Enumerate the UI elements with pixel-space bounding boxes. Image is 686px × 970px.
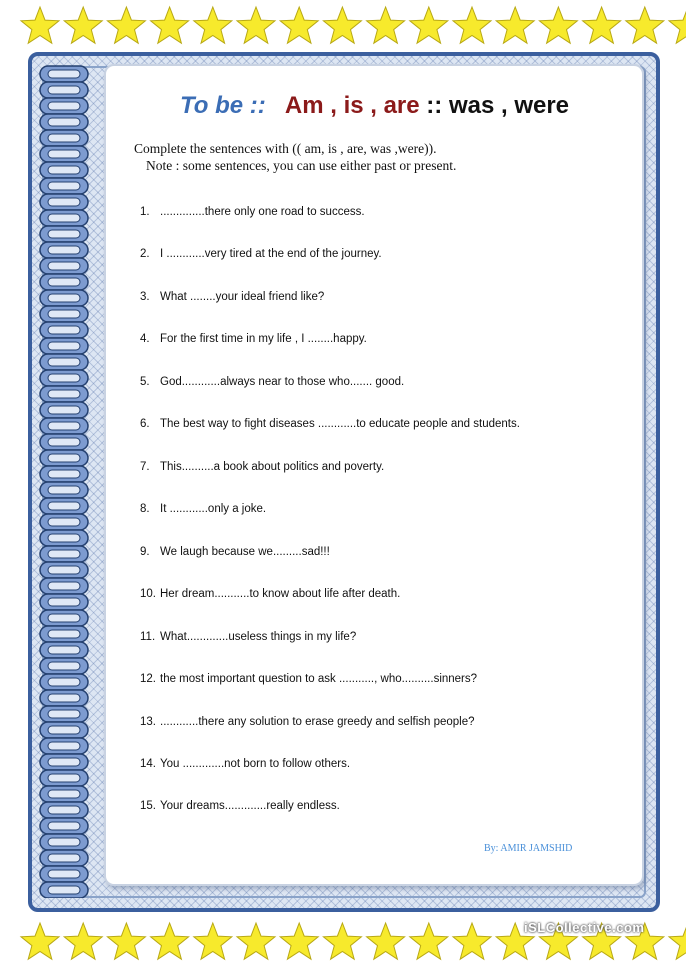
star-icon (194, 923, 232, 959)
watermark: iSLCollective.com (524, 920, 645, 935)
worksheet-title (180, 92, 569, 120)
star-icon (107, 923, 145, 959)
spiral-ring-icon (40, 834, 88, 850)
spiral-ring-icon (40, 450, 88, 466)
star-icon (21, 7, 59, 43)
instructions-note: Note : some sentences, you can use either past or present. (146, 158, 457, 173)
spiral-ring-icon (40, 754, 88, 770)
title-past-forms: :: was , were (426, 92, 570, 119)
spiral-ring-icon (40, 386, 88, 402)
star-icon (367, 7, 405, 43)
question-item: 8. It ............only a joke. (140, 503, 267, 515)
spiral-ring-icon (40, 306, 88, 322)
spiral-ring-icon (40, 882, 88, 898)
star-icon (367, 923, 405, 959)
question-item: 12. the most important question to ask ..........., who..........sinners? (140, 673, 478, 685)
question-item: 13. ............there any solution to erase greedy and selfish people? (140, 716, 475, 728)
instructions (134, 140, 456, 174)
question-item: 2. I ............very tired at the end of the journey. (140, 248, 382, 260)
spiral-ring-icon (40, 146, 88, 162)
spiral-ring-icon (40, 354, 88, 370)
star-icon (583, 7, 621, 43)
spiral-ring-icon (40, 322, 88, 338)
question-item: 1. ..............there only one road to success. (140, 206, 365, 218)
star-icon (107, 7, 145, 43)
spiral-ring-icon (40, 114, 88, 130)
star-icon (64, 923, 102, 959)
spiral-ring-icon (40, 274, 88, 290)
spiral-ring-icon (40, 226, 88, 242)
spiral-ring-icon (40, 866, 88, 882)
star-border-top-icons (0, 2, 686, 52)
spiral-ring-icon (40, 466, 88, 482)
spiral-ring-icon (40, 594, 88, 610)
spiral-ring-icon (40, 610, 88, 626)
spiral-ring-icon (40, 258, 88, 274)
top-star-border (0, 2, 686, 52)
spiral-ring-icon (40, 98, 88, 114)
star-icon (280, 923, 318, 959)
spiral-ring-icon (40, 530, 88, 546)
star-icon (453, 7, 491, 43)
title-to-be: To be :: (180, 92, 266, 119)
spiral-ring-icon (40, 642, 88, 658)
spiral-ring-icon (40, 178, 88, 194)
spiral-ring-icon (40, 626, 88, 642)
star-icon (151, 7, 189, 43)
spiral-ring-icon (40, 546, 88, 562)
spiral-ring-icon (40, 66, 88, 82)
spiral-ring-icon (40, 434, 88, 450)
spiral-ring-icon (40, 658, 88, 674)
star-icon (539, 7, 577, 43)
question-item: 10. Her dream...........to know about life after death. (140, 588, 401, 600)
spiral-ring-icon (40, 82, 88, 98)
star-icon (21, 923, 59, 959)
spiral-ring-icon (40, 338, 88, 354)
star-icon (669, 923, 686, 959)
spiral-ring-icon (40, 786, 88, 802)
star-icon (194, 7, 232, 43)
question-item: 14. You .............not born to follow others. (140, 758, 351, 770)
question-item: 7. This..........a book about politics and poverty. (140, 461, 385, 473)
question-item: 6. The best way to fight diseases ............to educate people and students. (140, 418, 520, 430)
star-icon (280, 7, 318, 43)
spiral-ring-icon (40, 194, 88, 210)
star-icon (323, 923, 361, 959)
spiral-ring-icon (40, 402, 88, 418)
spiral-ring-icon (40, 850, 88, 866)
spiral-ring-icon (40, 562, 88, 578)
spiral-ring-icon (40, 674, 88, 690)
spiral-ring-icon (40, 802, 88, 818)
spiral-ring-icon (40, 498, 88, 514)
spiral-binding-icon (36, 58, 92, 898)
star-icon (669, 7, 686, 43)
question-item: 3. What ........your ideal friend like? (140, 291, 325, 303)
star-icon (237, 923, 275, 959)
question-item: 15. Your dreams.............really endless. (140, 800, 340, 812)
question-item: 5. God............always near to those who....... good. (140, 376, 405, 388)
spiral-ring-icon (40, 242, 88, 258)
spiral-ring-icon (40, 514, 88, 530)
star-icon (64, 7, 102, 43)
instructions-line-1: Complete the sentences with (( am, is , are, was ,were)). (134, 141, 437, 156)
spiral-ring-icon (40, 290, 88, 306)
spiral-ring-icon (40, 162, 88, 178)
author-credit: By: AMIR JAMSHID (484, 843, 573, 854)
spiral-ring-icon (40, 130, 88, 146)
star-icon (626, 7, 664, 43)
star-icon (453, 923, 491, 959)
spiral-ring-icon (40, 418, 88, 434)
spiral-ring-icon (40, 706, 88, 722)
spiral-ring-icon (40, 770, 88, 786)
spiral-ring-icon (40, 818, 88, 834)
spiral-ring-icon (40, 722, 88, 738)
star-icon (410, 923, 448, 959)
question-item: 9. We laugh because we.........sad!!! (140, 546, 330, 558)
spiral-ring-icon (40, 738, 88, 754)
star-icon (410, 7, 448, 43)
spiral-ring-icon (40, 578, 88, 594)
title-present-forms: Am , is , are (284, 92, 420, 119)
spiral-ring-icon (40, 370, 88, 386)
spiral-ring-icon (40, 690, 88, 706)
star-icon (496, 7, 534, 43)
spiral-ring-icon (40, 482, 88, 498)
spiral-ring-icon (40, 210, 88, 226)
question-item: 11. What.............useless things in my life? (140, 631, 357, 643)
question-item: 4. For the first time in my life , I ........happy. (140, 333, 367, 345)
star-icon (237, 7, 275, 43)
star-icon (151, 923, 189, 959)
star-icon (323, 7, 361, 43)
